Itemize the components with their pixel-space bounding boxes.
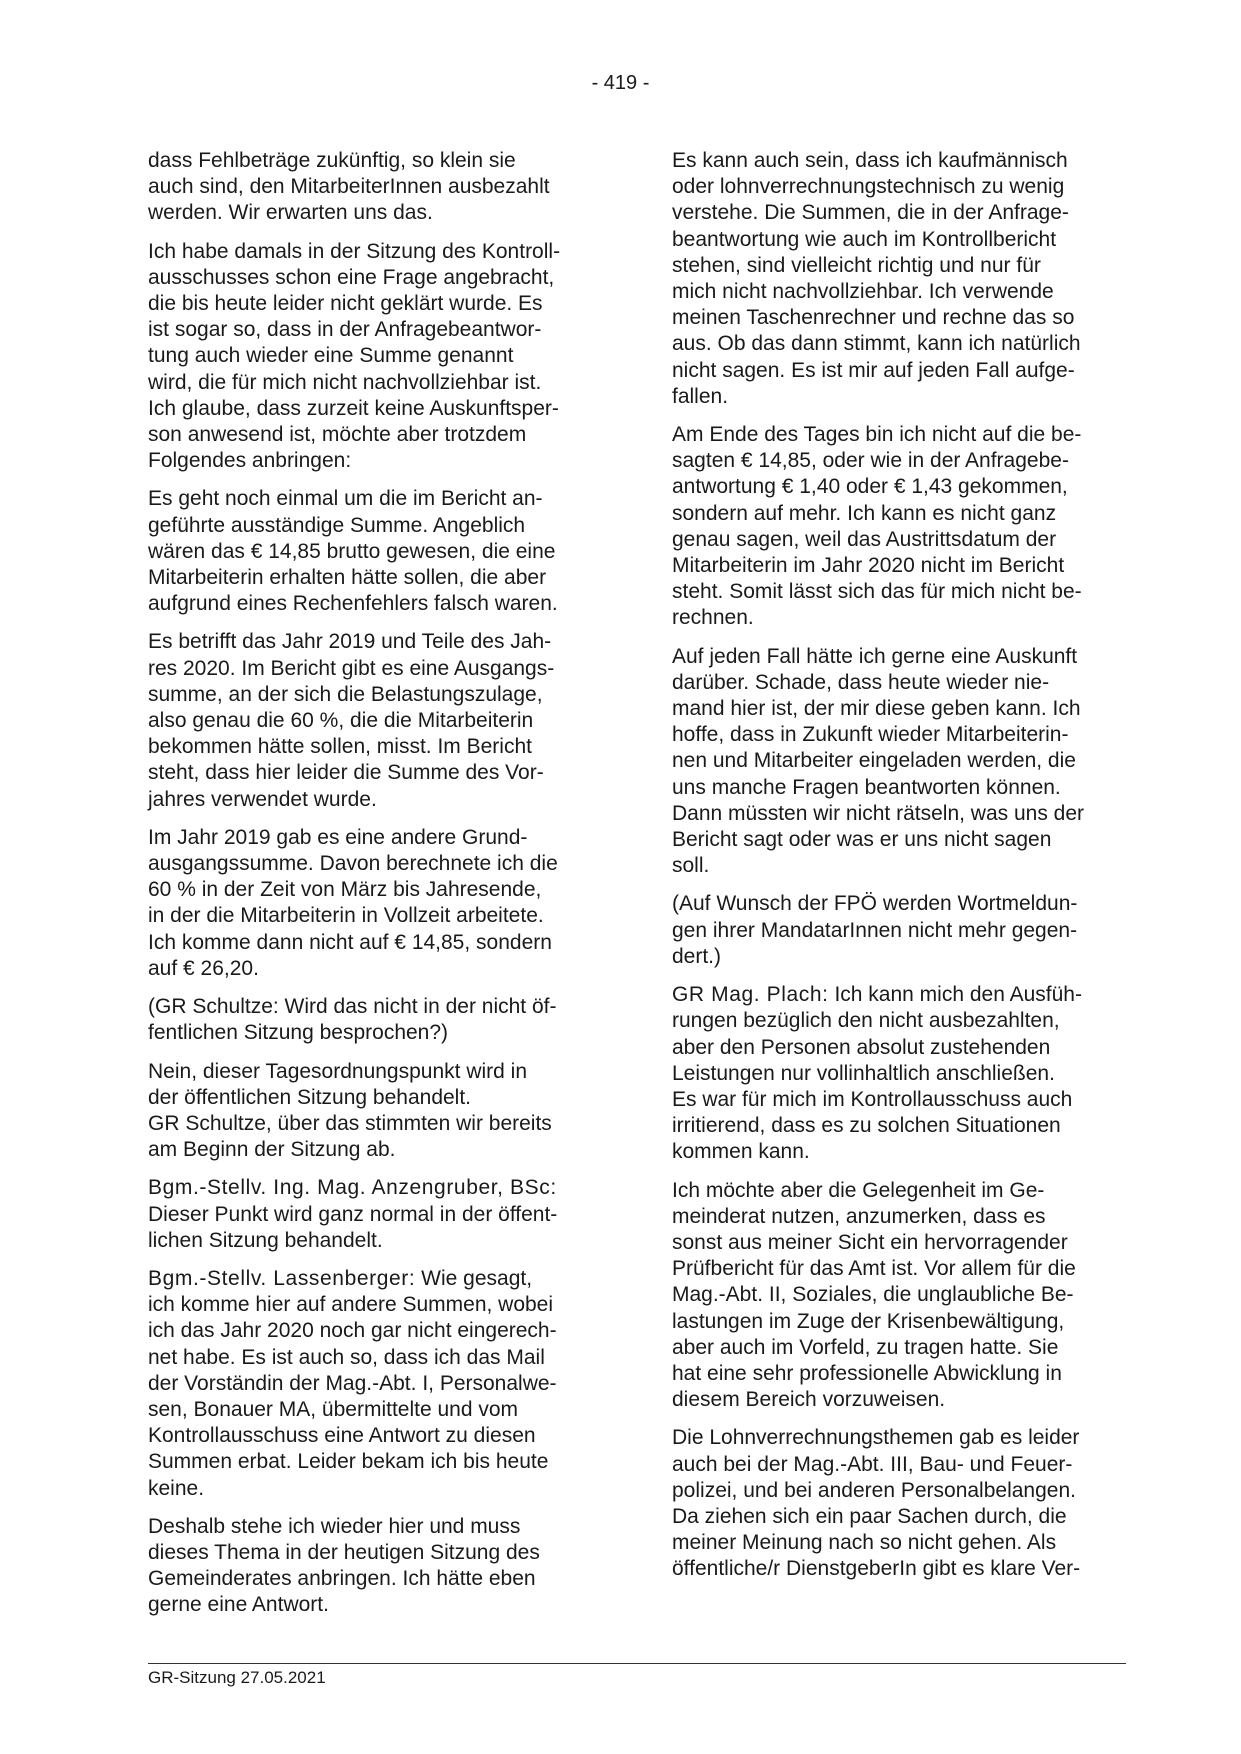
speaker-paragraph <box>672 982 1112 1165</box>
speech-text: Dieser Punkt wird ganz normal in der öffent- lichen Sitzung behandelt. <box>148 1202 558 1252</box>
paragraph: Es geht noch einmal um die im Bericht an- geführte ausständige Summe. Angeblich wären das € 14,85 brutto gewesen, die eine Mitarbeiterin erhalten hätte sollen, die aber aufgrund eines Rechenfehlers falsch waren. <box>148 487 558 616</box>
speaker-paragraph <box>148 1175 588 1254</box>
editorial-note: (Auf Wunsch der FPÖ werden Wortmeldun- gen ihrer MandatarInnen nicht mehr gegen- dert.) <box>672 892 1078 968</box>
footer-divider <box>148 1663 1126 1664</box>
paragraph: Es betrifft das Jahr 2019 und Teile des Jah- res 2020. Im Bericht gibt es eine Ausgangs- summe, an der sich die Belastungszulage, also genau die 60 %, die die Mitarbeiterin bekommen hätte sollen, misst. Im Bericht steht, dass hier leider die Summe des Vor- jahres verwendet wurde. <box>148 630 555 811</box>
paragraph: Ich möchte aber die Gelegenheit im Ge- meinderat nutzen, anzumerken, dass es sonst aus meiner Sicht ein hervorragender Prüfbericht für das Amt ist. Vor allem für die Mag.-Abt. II, Soziales, die unglaubliche Be- lastungen im Zuge der Krisenbewältigung, aber auch im Vorfeld, zu tragen hatte. Sie hat eine sehr professionelle Abwicklung in diesem Bereich vorzuweisen. <box>672 1178 1076 1412</box>
paragraph: Auf jeden Fall hätte ich gerne eine Auskunft darüber. Schade, dass heute wieder nie- mand hier ist, der mir diese geben kann. Ich hoffe, dass in Zukunft wieder Mitarbeiterin- nen und Mitarbeiter eingeladen werden, die uns manche Fragen beantworten können. Dann müssten wir nicht rätseln, was uns der Bericht sagt oder was er uns nicht sagen soll. <box>672 644 1085 878</box>
speaker-name: GR Mag. Plach: <box>672 983 829 1007</box>
paragraph: Es kann auch sein, dass ich kaufmännisch oder lohnverrechnungstechnisch zu wenig verstehe. Die Summen, die in der Anfrage- beantwortung wie auch im Kontrollbericht stehen, sind vielleicht richtig und nur für mich nicht nachvollziehbar. Ich verwende meinen Taschenrechner und rechne das so aus. Ob das dann stimmt, kann ich natürlich nicht sagen. Es ist mir auf jeden Fall aufge- fallen. <box>672 149 1081 408</box>
paragraph: Deshalb stehe ich wieder hier und muss dieses Thema in der heutigen Sitzung des Gemeinderates anbringen. Ich hätte eben gerne eine Antwort. <box>148 1514 540 1617</box>
interjection: (GR Schultze: Wird das nicht in der nicht öf- fentlichen Sitzung besprochen?) <box>148 995 557 1045</box>
paragraph: Die Lohnverrechnungsthemen gab es leider auch bei der Mag.-Abt. III, Bau- und Feuer- polizei, und bei anderen Personalbelangen. Da ziehen sich ein paar Sachen durch, die meiner Meinung nach so nicht gehen. Als öffentliche/r DienstgeberIn gibt es klare Ver- <box>672 1426 1081 1581</box>
paragraph: dass Fehlbeträge zukünftig, so klein sie auch sind, den MitarbeiterInnen ausbezahlt werden. Wir erwarten uns das. <box>148 149 550 225</box>
paragraph: Im Jahr 2019 gab es eine andere Grund- ausgangssumme. Davon berechnete ich die 60 % in der Zeit von März bis Jahresende, in der die Mitarbeiterin in Vollzeit arbeitete. Ich komme dann nicht auf € 14,85, sondern auf € 26,20. <box>148 825 558 980</box>
paragraph: Nein, dieser Tagesordnungspunkt wird in der öffentlichen Sitzung behandelt. GR Schultze, über das stimmten wir bereits am Beginn der Sitzung ab. <box>148 1059 552 1162</box>
page-number: - 419 - <box>591 72 650 94</box>
footer-session-date: GR-Sitzung 27.05.2021 <box>148 1668 326 1687</box>
speaker-name: Bgm.-Stellv. Ing. Mag. Anzengruber, BSc: <box>148 1176 557 1200</box>
speech-text: Wie gesagt, ich komme hier auf andere Summen, wobei ich das Jahr 2020 noch gar nicht eingerech- net habe. Es ist auch so, dass ich das Mail der Vorständin der Mag.-Abt. I, Personalwe- sen, Bonauer MA, übermittelte und vom Kontrollausschuss eine Antwort zu diesen Summen erbat. Leider bekam ich bis heute keine. <box>148 1266 557 1500</box>
speaker-paragraph <box>148 1266 588 1502</box>
speech-text: Ich kann mich den Ausfüh- rungen bezüglich den nicht ausbezahlten, aber den Personen absolut zustehenden Leistungen nur vollinhaltlich anschließen. Es war für mich im Kontrollausschuss auch irritierend, dass es zu solchen Situationen kommen kann. <box>672 983 1082 1164</box>
left-column <box>148 148 588 1631</box>
paragraph: Am Ende des Tages bin ich nicht auf die be- sagten € 14,85, oder wie in der Anfragebe- antwortung € 1,40 oder € 1,43 gekommen, sondern auf mehr. Ich kann es nicht ganz genau sagen, weil das Austrittsdatum der Mitarbeiterin im Jahr 2020 nicht im Bericht steht. Somit lässt sich das für mich nicht be- rechnen. <box>672 423 1082 630</box>
right-column <box>672 148 1112 1595</box>
paragraph: Ich habe damals in der Sitzung des Kontroll- ausschusses schon eine Frage angebracht, die bis heute leider nicht geklärt wurde. Es ist sogar so, dass in der Anfragebeantwor- tung auch wieder eine Summe genannt wird, die für mich nicht nachvollziehbar ist. Ich glaube, dass zurzeit keine Auskunftsper- son anwesend ist, möchte aber trotzdem Folgendes anbringen: <box>148 239 561 473</box>
speaker-name: Bgm.-Stellv. Lassenberger: <box>148 1266 416 1290</box>
